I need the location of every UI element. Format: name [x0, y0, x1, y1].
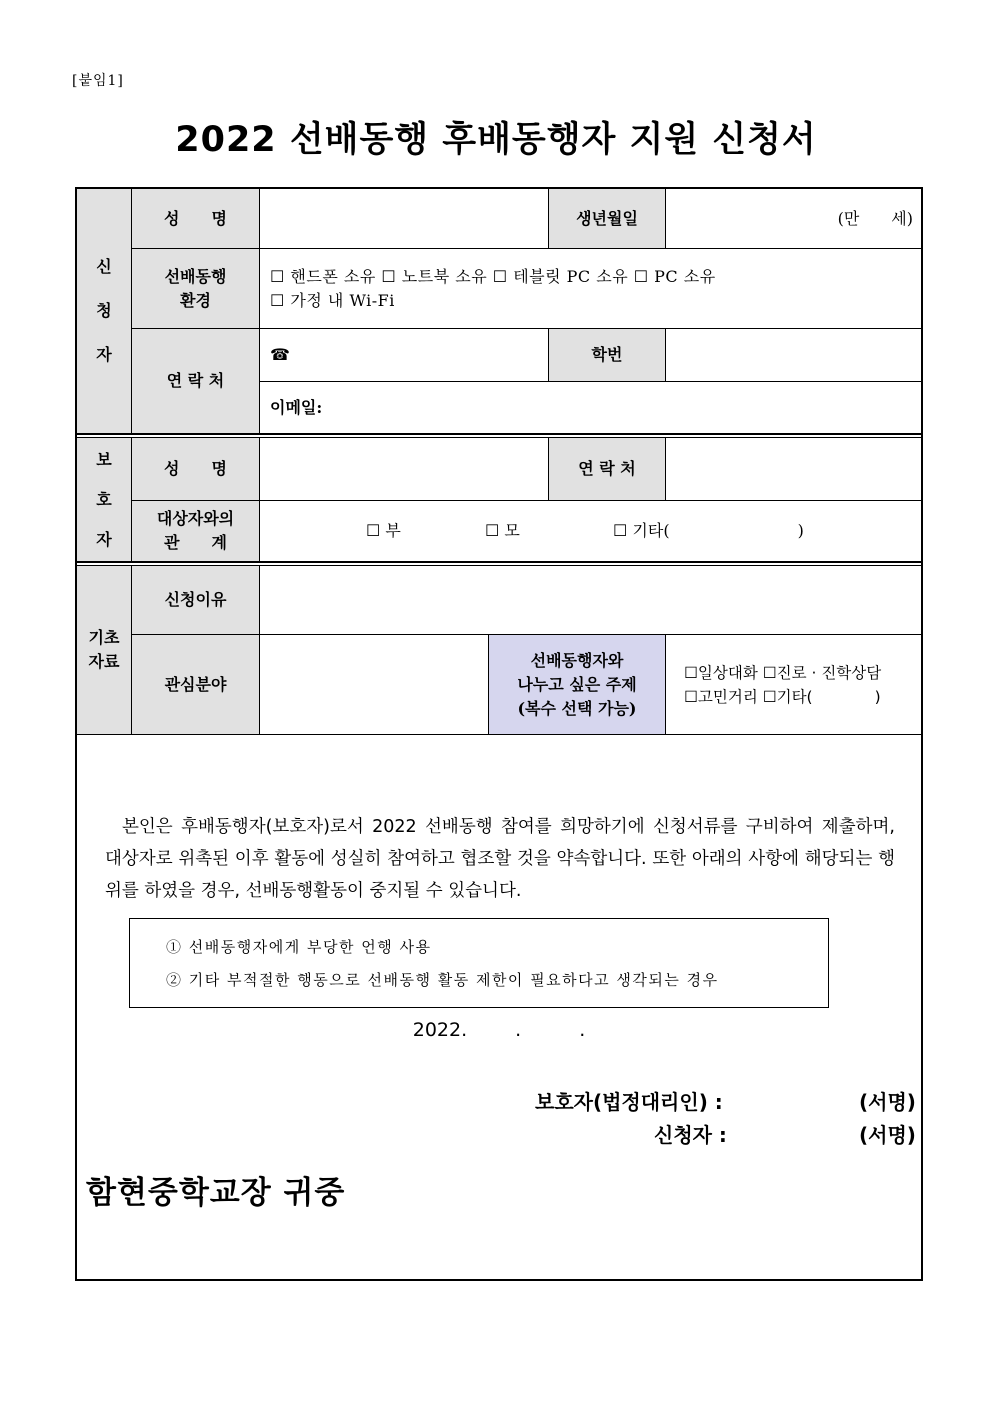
topic-label-line: (복수 선택 가능) [517, 698, 637, 718]
phone-field[interactable] [260, 329, 549, 382]
relation-label [132, 501, 260, 562]
basic-section-line: 기초 [88, 628, 120, 647]
applicant-section-char: 청 [96, 301, 112, 320]
phone-icon: ☎ [270, 345, 290, 364]
environment-label-line: 선배동행 [164, 266, 227, 286]
relation-options[interactable] [260, 501, 921, 562]
rule-item: ② 기타 부적절한 행동으로 선배동행 활동 제한이 필요하다고 생각되는 경우 [166, 971, 719, 989]
guardian-contact-field[interactable] [666, 438, 921, 501]
interest-field[interactable] [260, 635, 489, 735]
environment-options-line1[interactable]: ☐ 핸드폰 소유 ☐ 노트북 소유 ☐ 테블릿 PC 소유 ☐ PC 소유 [270, 266, 716, 286]
guardian-section-char: 호 [96, 489, 112, 509]
guardian-name-field[interactable] [260, 438, 549, 501]
attachment-label: [붙임1] [72, 73, 124, 89]
rules-box [129, 918, 829, 1008]
closing-addressee: 함현중학교장 귀중 [86, 1175, 346, 1211]
birthdate-field[interactable] [666, 189, 921, 249]
guardian-contact-label: 연 락 처 [549, 438, 666, 501]
topic-options-line2[interactable]: ☐고민거리 ☐기타( ) [684, 687, 881, 706]
environment-label-line: 환경 [180, 290, 211, 310]
declaration-paragraph: 본인은 후배동행자(보호자)로서 2022 선배동행 참여를 희망하기에 신청서류를 구비하여 제출하며, 대상자로 위촉된 이후 활동에 성실히 참여하고 협조할 것을 약속합니다. 또한 아래의 사항에 해당되는 행위를 하였을 경우, 선배동행활동이 중지될 수 있습니다. [105, 817, 895, 901]
guardian-name-label: 성 명 [132, 438, 260, 501]
form-title: 2022 선배동행 후배동행자 지원 신청서 [175, 120, 817, 160]
guardian-signature-mark[interactable]: (서명) [859, 1090, 916, 1114]
age-text: (만 세) [837, 208, 913, 228]
topic-options[interactable] [666, 635, 921, 735]
date-line [77, 1019, 921, 1041]
birthdate-label: 생년월일 [549, 189, 666, 249]
date-day-dot: . [579, 1019, 586, 1041]
interest-label: 관심분야 [132, 635, 260, 735]
applicant-signature-label: 신청자 : [654, 1123, 727, 1147]
topic-label-line: 나누고 싶은 주제 [517, 674, 637, 694]
environment-options[interactable] [260, 249, 921, 329]
guardian-section-char: 보 [96, 449, 112, 469]
topic-options-line1[interactable]: ☐일상대화 ☐진로 · 진학상담 [684, 663, 882, 682]
date-year: 2022. [412, 1019, 468, 1041]
email-field[interactable] [260, 382, 921, 434]
applicant-section-label [77, 189, 132, 434]
guardian-section-char: 자 [96, 529, 112, 549]
rule-item: ① 선배동행자에게 부당한 언행 사용 [166, 938, 432, 956]
applicant-name-label: 성 명 [132, 189, 260, 249]
basic-section-label [77, 566, 132, 735]
email-label: 이메일: [270, 397, 323, 417]
application-form [75, 187, 923, 1281]
relation-option-father[interactable]: ☐ 부 [366, 521, 401, 540]
guardian-signature-label: 보호자(법정대리인) : [535, 1090, 723, 1114]
date-month-dot: . [515, 1019, 522, 1041]
applicant-section-char: 신 [96, 257, 112, 276]
student-id-label: 학번 [549, 329, 666, 382]
applicant-name-field[interactable] [260, 189, 549, 249]
topic-label [489, 635, 666, 735]
relation-option-other[interactable]: ☐ 기타( ) [613, 521, 804, 540]
applicant-signature-mark[interactable]: (서명) [859, 1123, 916, 1147]
relation-option-mother[interactable]: ☐ 모 [485, 521, 520, 540]
environment-label [132, 249, 260, 329]
applicant-contact-label: 연 락 처 [132, 329, 260, 434]
guardian-section-label [77, 438, 132, 562]
reason-field[interactable] [260, 566, 921, 635]
environment-options-line2[interactable]: ☐ 가정 내 Wi-Fi [270, 290, 395, 310]
reason-label: 신청이유 [132, 566, 260, 635]
relation-label-line: 관 계 [164, 533, 227, 552]
relation-label-line: 대상자와의 [156, 509, 235, 528]
topic-label-line: 선배동행자와 [530, 650, 624, 670]
applicant-section-char: 자 [96, 345, 112, 364]
student-id-field[interactable] [666, 329, 921, 382]
declaration-text [105, 811, 895, 907]
basic-section-line: 자료 [88, 652, 120, 671]
